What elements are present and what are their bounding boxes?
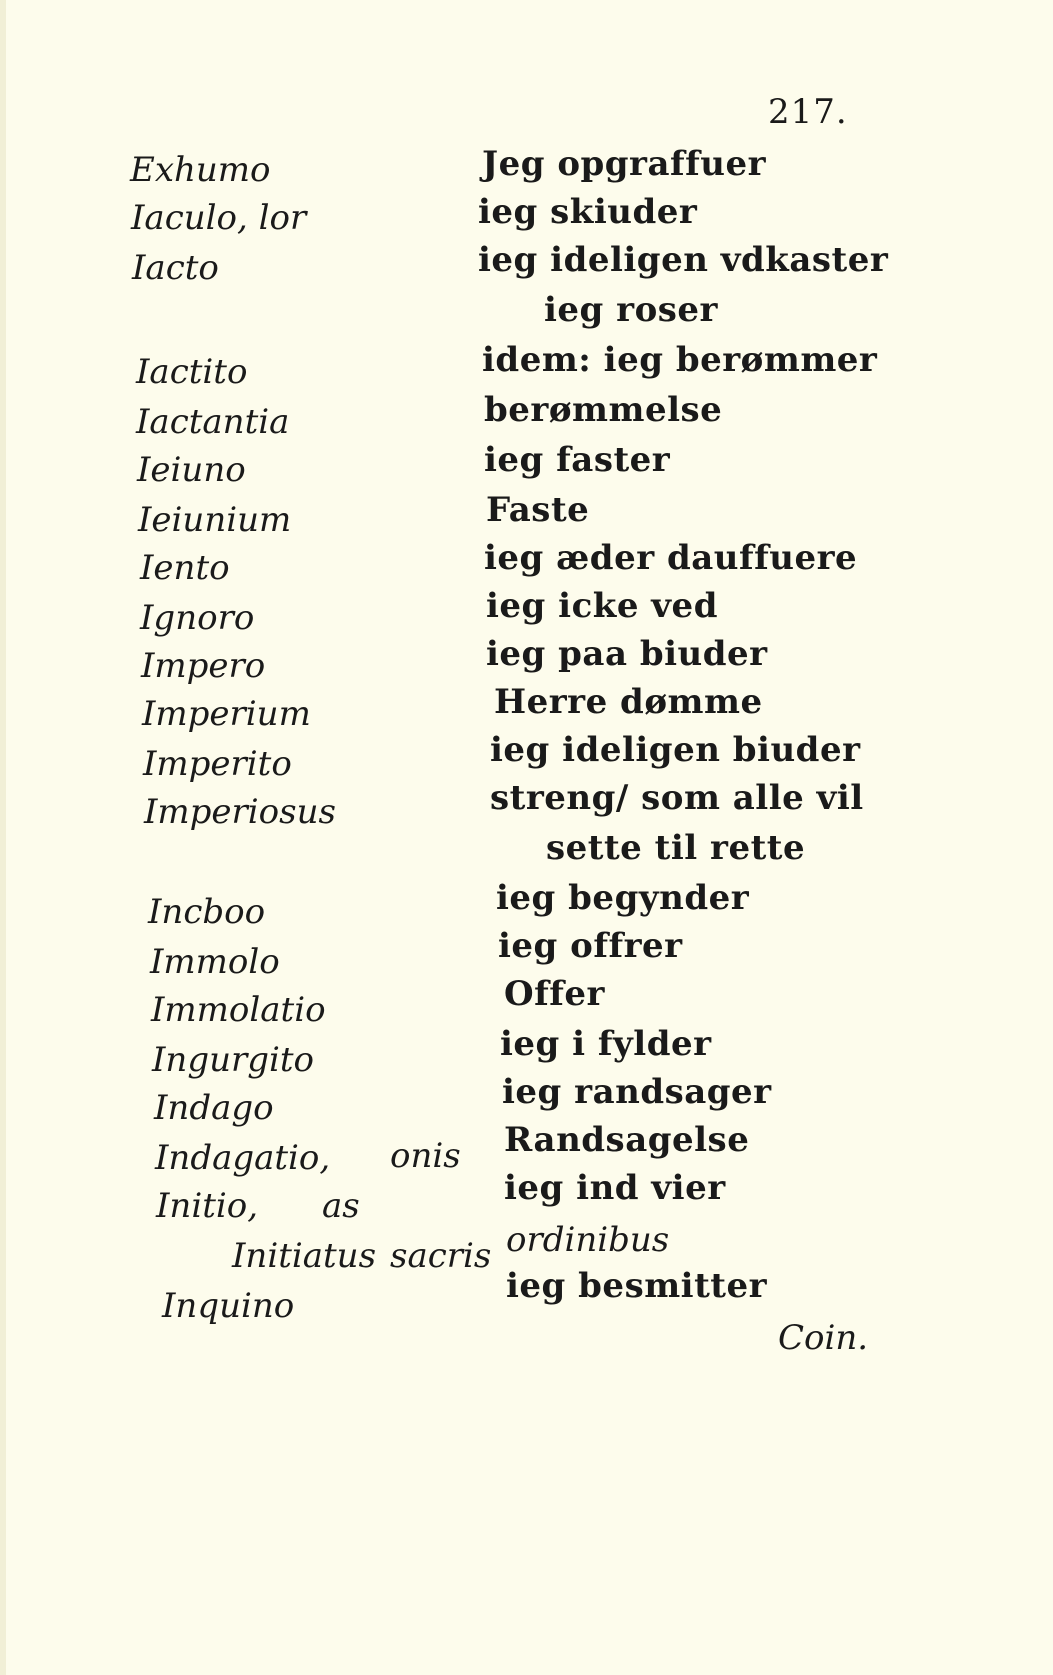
danish-gloss: ieg besmitter bbox=[506, 1266, 768, 1306]
latin-headword: Imperiosus bbox=[144, 792, 336, 832]
latin-headword: Imperito bbox=[143, 744, 292, 784]
danish-gloss: Offer bbox=[504, 974, 605, 1014]
latin-headword: Inquino bbox=[162, 1286, 295, 1326]
latin-headword: Iaculo, lor bbox=[131, 198, 307, 238]
danish-gloss: ieg ideligen vdkaster bbox=[478, 240, 889, 280]
page-number: 217. bbox=[768, 92, 848, 132]
latin-headword: Indagatio, bbox=[155, 1138, 331, 1178]
danish-gloss-continuation: ieg roser bbox=[544, 290, 718, 330]
latin-headword: Iactantia bbox=[136, 402, 290, 442]
latin-headword: Iacto bbox=[132, 248, 219, 288]
danish-gloss: Randsagelse bbox=[504, 1120, 750, 1160]
danish-gloss: Herre dømme bbox=[494, 682, 763, 722]
danish-gloss-continuation: sette til rette bbox=[546, 828, 806, 868]
danish-gloss: Jeg opgraffuer bbox=[482, 144, 767, 184]
danish-gloss: streng/ som alle vil bbox=[490, 778, 864, 818]
latin-headword: Ingurgito bbox=[152, 1040, 315, 1080]
latin-headword: Initio, bbox=[156, 1186, 259, 1226]
latin-headword: Imperium bbox=[142, 694, 311, 734]
danish-gloss: ieg ind vier bbox=[504, 1168, 726, 1208]
latin-headword: Initiatus bbox=[232, 1236, 377, 1276]
danish-gloss: berømmelse bbox=[484, 390, 723, 430]
danish-gloss: ieg i fylder bbox=[500, 1024, 712, 1064]
latin-headword: Exhumo bbox=[130, 150, 271, 190]
danish-gloss: ieg offrer bbox=[498, 926, 683, 966]
latin-headword: Impero bbox=[141, 646, 266, 686]
danish-gloss: ieg paa biuder bbox=[486, 634, 768, 674]
catchword: Coin. bbox=[778, 1318, 869, 1358]
danish-gloss: ieg ideligen biuder bbox=[490, 730, 861, 770]
latin-phrase-continuation: ordinibus bbox=[506, 1220, 670, 1260]
latin-headword: Ieiunium bbox=[138, 500, 292, 540]
danish-gloss: ieg æder dauffuere bbox=[484, 538, 858, 578]
latin-headword: Immolatio bbox=[151, 990, 326, 1030]
latin-headword: Indago bbox=[154, 1088, 274, 1128]
latin-phrase-continuation: sacris bbox=[390, 1236, 492, 1276]
latin-headword: Ignoro bbox=[140, 598, 255, 638]
danish-gloss: idem: ieg berømmer bbox=[482, 340, 878, 380]
latin-headword: Incboo bbox=[148, 892, 266, 932]
latin-headword: Iactito bbox=[136, 352, 248, 392]
latin-ending: as bbox=[322, 1186, 360, 1226]
danish-gloss: ieg icke ved bbox=[486, 586, 718, 626]
danish-gloss: ieg skiuder bbox=[478, 192, 698, 232]
latin-ending: onis bbox=[390, 1136, 461, 1176]
danish-gloss: ieg faster bbox=[484, 440, 671, 480]
latin-headword: Iento bbox=[140, 548, 230, 588]
latin-headword: Ieiuno bbox=[137, 450, 246, 490]
danish-gloss: ieg randsager bbox=[502, 1072, 772, 1112]
latin-headword: Immolo bbox=[150, 942, 280, 982]
danish-gloss: ieg begynder bbox=[496, 878, 750, 918]
danish-gloss: Faste bbox=[486, 490, 590, 530]
